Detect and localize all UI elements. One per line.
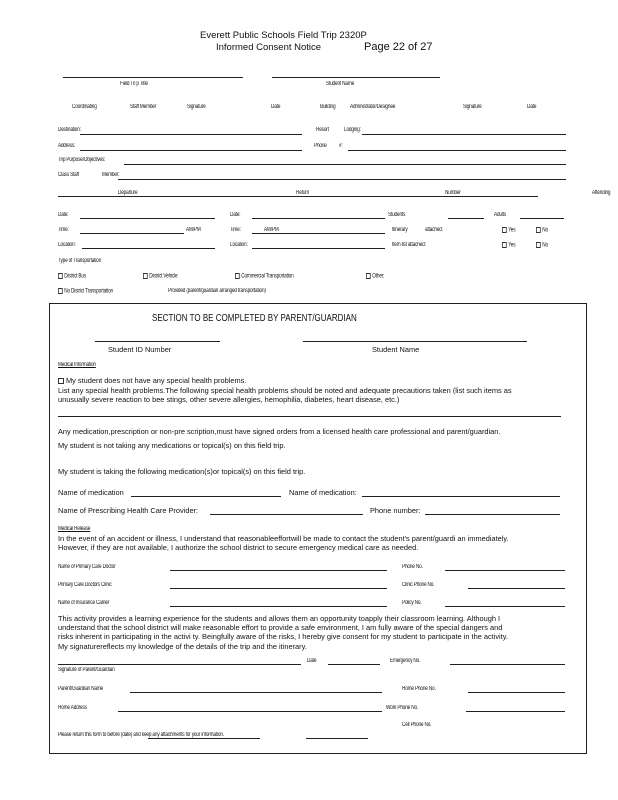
staff-member-label: Staff Member: [130, 104, 157, 110]
adults-label: Adults: [494, 212, 507, 218]
trip-purpose-label: Trip Purpose/Objectives:: [58, 157, 106, 163]
hash-label: #:: [339, 143, 343, 149]
destination-line[interactable]: [80, 134, 302, 135]
checkbox-icon: [502, 242, 507, 248]
phone-number-label: Phone number:: [370, 506, 421, 515]
departure-heading: Departure: [118, 190, 138, 196]
return-time-label: Time:: [230, 227, 241, 233]
home-address-label: Home Address: [58, 705, 87, 711]
return-location-label: Location:: [230, 242, 248, 248]
medication2-line[interactable]: [362, 496, 560, 497]
transport-type-label: Type of Transportation: [58, 258, 102, 264]
emergency-label: Emergency No.: [390, 658, 421, 664]
section-student-name-line[interactable]: [303, 341, 527, 342]
clinic-phone-line[interactable]: [468, 588, 565, 589]
prescriber-phone-line[interactable]: [425, 514, 560, 515]
work-phone-label: Work Phone No.: [386, 705, 419, 711]
pg-name-label: Parent/Guardian Name: [58, 686, 104, 692]
emergency-line[interactable]: [450, 664, 565, 665]
member-label: Member:: [102, 172, 120, 178]
policy-label: Policy No.: [402, 600, 422, 606]
return-heading: Return: [296, 190, 310, 196]
release-text2: However, if they are not available, I authorize the school district to secure emergency medical care as needed.: [58, 543, 419, 552]
home-phone-label: Home Phone No.: [402, 686, 436, 692]
return-ampm-label: AM/PM: [264, 227, 279, 233]
itinerary-label: Itinerary: [392, 227, 408, 233]
address-line[interactable]: [80, 150, 302, 151]
student-id-label: Student ID Number: [108, 345, 172, 354]
doc-title-line2: Informed Consent Notice: [216, 42, 322, 53]
section-student-name-label: Student Name: [372, 345, 420, 354]
sig-date-line[interactable]: [328, 664, 380, 665]
no-label: No: [542, 242, 548, 249]
checkbox-icon: [58, 273, 63, 279]
administrator-label: Administrator/Designee: [350, 104, 396, 110]
not-taking-label: My student is not taking any medications or topical(s) on this field trip.: [58, 441, 286, 450]
no-district-label: No District Transportation: [64, 288, 113, 295]
clinic-line[interactable]: [170, 588, 387, 589]
lodging-line[interactable]: [362, 134, 566, 135]
checkbox-icon: [366, 273, 371, 279]
clinic-phone-label: Clinic Phone No.: [402, 582, 435, 588]
itinerary-attached-label: attached:: [425, 227, 443, 233]
not-taking-option[interactable]: [58, 441, 286, 450]
checkbox-icon: [536, 242, 541, 248]
release-text1: In the event of an accident or illness, I understand that reasonableeffortwill be made to contact the student's parent/guardi an immediately.: [58, 534, 509, 543]
departure-location-line[interactable]: [82, 248, 215, 249]
special-health-option[interactable]: [58, 376, 246, 385]
itinerary-yes-option[interactable]: [502, 227, 515, 234]
phone-label: Phone: [314, 143, 327, 149]
commercial-label: Commercial Transportation: [241, 273, 294, 280]
departure-time-label: Time:: [58, 227, 69, 233]
resort-label: Resort: [316, 127, 329, 133]
date2-label: Date: [527, 104, 537, 110]
district-bus-option[interactable]: [58, 273, 86, 280]
is-taking-option[interactable]: [58, 467, 305, 476]
field-trip-title-label: Field Tri p Title: [120, 81, 148, 87]
medical-info-heading: Medical Information: [58, 362, 96, 368]
item-list-yes-option[interactable]: [502, 242, 515, 249]
return-date-line2[interactable]: [306, 738, 368, 739]
lodging-label: Lodging:: [344, 127, 361, 133]
departure-location-label: Location:: [58, 242, 76, 248]
parent-guardian-section: [49, 303, 587, 754]
class-staff-line[interactable]: [118, 179, 566, 180]
student-name-line[interactable]: [272, 77, 440, 78]
special-health-line[interactable]: [58, 416, 561, 417]
attending-heading: Attending: [592, 190, 611, 196]
checkbox-icon: [235, 273, 240, 279]
prescribing-line[interactable]: [210, 514, 363, 515]
checkbox-icon: [58, 378, 64, 384]
students-label: Students: [388, 212, 406, 218]
no-label: No: [542, 227, 548, 234]
departure-ampm-label: AM/PM: [186, 227, 201, 233]
primary-doctor-label: Name of Primary Care Doctor: [58, 564, 116, 570]
policy-line[interactable]: [445, 606, 565, 607]
heading-rule: [58, 196, 538, 197]
departure-time-line[interactable]: [80, 233, 184, 234]
home-address-line[interactable]: [118, 711, 382, 712]
date-label: Date: [271, 104, 281, 110]
doctor-phone-label: Phone No.: [402, 564, 423, 570]
checkbox-icon: [502, 227, 507, 233]
special-health-label: My student does not have any special health problems.: [66, 376, 247, 385]
medication1-line[interactable]: [131, 496, 281, 497]
clinic-label: Primary Care Doctors Clinic: [58, 582, 112, 588]
prescribing-label: Name of Prescribing Health Care Provider:: [58, 506, 199, 515]
phone-line[interactable]: [348, 150, 566, 151]
parent-signature-line[interactable]: [58, 664, 301, 665]
return-location-line[interactable]: [252, 248, 385, 249]
any-medication-text: Any medication,prescription or non-pre scription,must have signed orders from a licensed health care professional and parent/guardian.: [58, 427, 501, 436]
departure-date-line[interactable]: [80, 218, 215, 219]
class-staff-label: Class Staff: [58, 172, 79, 178]
student-name-label: Student Name: [326, 81, 355, 87]
no-district-option[interactable]: [58, 288, 113, 295]
cell-phone-label: Cell Phone No.: [402, 722, 432, 728]
please-return-text: Please return this form to before (date) and keep any attachments for your information.: [58, 732, 224, 738]
address-label: Address:: [58, 143, 76, 149]
other-label: Other:: [372, 273, 385, 280]
provided-label: Provided (parent/guardian arranged transportation): [168, 288, 266, 294]
commercial-option[interactable]: [235, 273, 294, 280]
insurance-label: Name of Insurance Carrier: [58, 600, 110, 606]
work-phone-line[interactable]: [466, 711, 565, 712]
item-list-label: Item list attached:: [392, 242, 426, 248]
trip-purpose-line[interactable]: [124, 164, 566, 165]
activity-text4: My signaturereflects my knowledge of the details of the trip and the itinerary.: [58, 642, 307, 651]
return-time-line[interactable]: [252, 233, 385, 234]
district-vehicle-option[interactable]: [143, 273, 177, 280]
itinerary-no-option[interactable]: [536, 227, 548, 234]
medication2-label: Name of medication:: [289, 488, 357, 497]
primary-doctor-line[interactable]: [170, 570, 387, 571]
checkbox-icon: [58, 288, 63, 294]
pg-name-line[interactable]: [130, 692, 382, 693]
signature2-label: Signature: [463, 104, 482, 110]
checkbox-icon: [536, 227, 541, 233]
sig-date-label: Date: [307, 658, 317, 664]
activity-text1: This activity provides a learning experience for the students and allows them an opportunity toapply their classroom learning. Although I: [58, 614, 501, 623]
yes-label: Yes: [508, 242, 516, 249]
section-title: SECTION TO BE COMPLETED BY PARENT/GUARDIAN: [152, 313, 357, 324]
district-bus-label: District Bus: [64, 273, 87, 280]
district-vehicle-label: District Vehicle: [149, 273, 178, 280]
student-id-line[interactable]: [95, 341, 220, 342]
building-label: Building: [320, 104, 336, 110]
other-option[interactable]: [366, 273, 384, 280]
activity-text3: risks inherent in participating in the activi ty. Beingfully aware of the risks, I hereby give consent for my student to participate in the activity.: [58, 632, 508, 641]
is-taking-label: My student is taking the following medication(s)or topical(s) on this field trip.: [58, 467, 306, 476]
medical-release-heading: Medical Release: [58, 526, 91, 532]
field-trip-title-line[interactable]: [63, 77, 243, 78]
students-line[interactable]: [448, 218, 484, 219]
yes-label: Yes: [508, 227, 516, 234]
return-to-line[interactable]: [148, 738, 260, 739]
doc-title-line1: Everett Public Schools Field Trip 2320P: [200, 30, 367, 41]
return-date-line[interactable]: [252, 218, 385, 219]
activity-text2: understand that the school district will make reasonable effort to provide a safe environment, I am fully aware of the special dangers and: [58, 623, 503, 632]
signature-label: Signature: [187, 104, 206, 110]
signature-pg-label: Signature of Parent/Guardian: [58, 667, 115, 673]
destination-label: Destination:: [58, 127, 81, 133]
number-heading: Number: [445, 190, 461, 196]
list-special-text2: unusually severe reaction to bee stings, other severe allergies, hemophilia, diabetes, heart disease, etc.): [58, 395, 400, 404]
return-date-label: Date:: [230, 212, 241, 218]
medication1-label: Name of medication: [58, 488, 124, 497]
page-number: Page 22 of 27: [364, 41, 433, 53]
home-phone-line[interactable]: [468, 692, 565, 693]
checkbox-icon: [143, 273, 148, 279]
coordinating-label: Coordinating: [72, 104, 97, 110]
doctor-phone-line[interactable]: [445, 570, 565, 571]
departure-date-label: Date:: [58, 212, 69, 218]
adults-line[interactable]: [520, 218, 564, 219]
item-list-no-option[interactable]: [536, 242, 548, 249]
insurance-line[interactable]: [170, 606, 387, 607]
list-special-text: List any special health problems.The following special health problems should be noted and adequate precautions taken (list such items as: [58, 386, 512, 395]
